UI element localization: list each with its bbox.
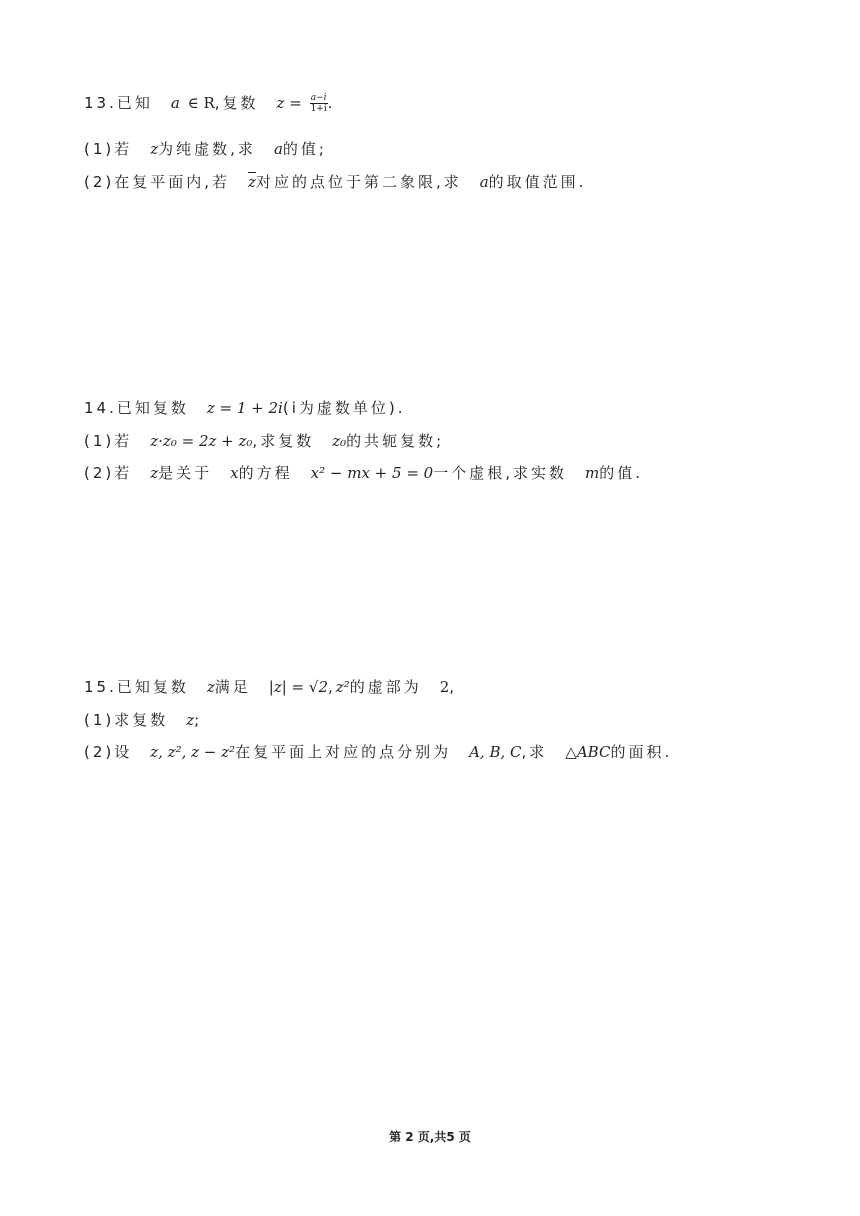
problem-15-part-2: (2)设 z, z², z − z²在复平面上对应的点分别为 A, B, C,求 △ABC的面积. [84, 743, 673, 761]
problem-15-part-1: (1)求复数 z; [84, 711, 203, 729]
page-number: 第 2 页,共5 页 [389, 1130, 471, 1144]
problem-14-part-1: (1)若 z·z₀ = 2z + z₀,求复数 z₀的共轭复数; [84, 432, 445, 450]
problem-14-part-2: (2)若 z是关于 x的方程 x² − mx + 5 = 0一个虚根,求实数 m的值. [84, 464, 644, 482]
problem-15-stem: 15.已知复数 z满足 |z| = √2,z²的虚部为 2, [84, 678, 458, 696]
problem-13-part-1: (1)若 z为纯虚数,求 a的值; [84, 140, 327, 158]
problem-13-stem: 13.已知 a ∈ R,复数 z = $\frac{a-i}{1+i}$ . [84, 93, 336, 114]
problem-14-stem: 14.已知复数 z = 1 + 2i(i为虚数单位). [84, 399, 406, 417]
fraction: $\frac{a-i}{1+i}$ [310, 93, 327, 114]
problem-13-part-2: (2)在复平面内,若 $\overline{z}$对应的点位于第二象限,求 a的取值范围. [84, 173, 587, 191]
